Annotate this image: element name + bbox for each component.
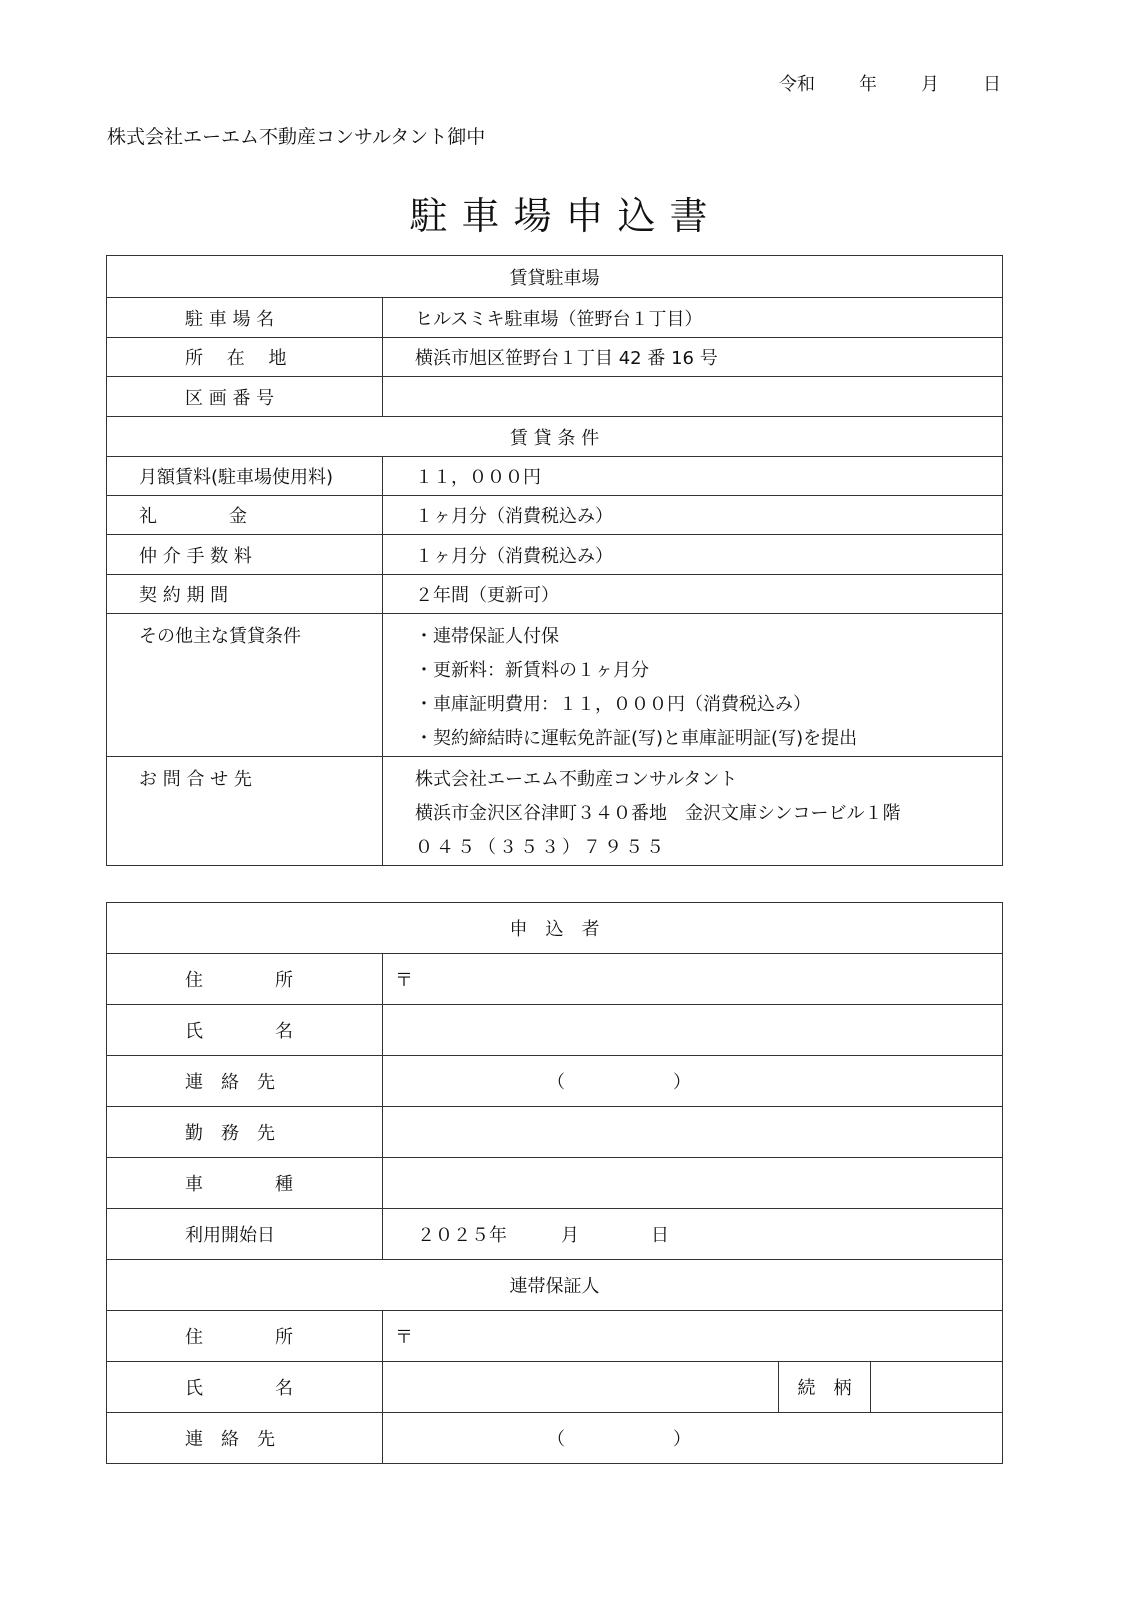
label-guarantor-address: 住 所 xyxy=(107,1311,383,1362)
value-contract-period: ２年間（更新可） xyxy=(383,575,1003,614)
field-guarantor-name[interactable] xyxy=(383,1362,779,1413)
label-parking-name: 駐 車 場 名 xyxy=(107,298,383,338)
label-monthly-rent: 月額賃料(駐車場使用料) xyxy=(107,457,383,496)
date-day: 日 xyxy=(983,74,1001,95)
field-car-model[interactable] xyxy=(383,1158,1003,1209)
page-title: 駐車場申込書 xyxy=(409,194,722,238)
value-key-money: １ヶ月分（消費税込み） xyxy=(383,496,1003,535)
contact-phone: ０４５（３５３）７９５５ xyxy=(415,837,667,858)
label-guarantor-phone: 連 絡 先 xyxy=(107,1413,383,1464)
field-applicant-name[interactable] xyxy=(383,1005,1003,1056)
label-lot-number: 区 画 番 号 xyxy=(107,377,383,417)
field-guarantor-address[interactable]: 〒 xyxy=(383,1311,1003,1362)
label-relation: 続 柄 xyxy=(779,1362,871,1413)
date-year: 年 xyxy=(859,74,877,95)
label-applicant-name: 氏 名 xyxy=(107,1005,383,1056)
value-contact xyxy=(383,757,1003,866)
label-other-terms: その他主な賃貸条件 xyxy=(107,614,383,757)
label-guarantor-name: 氏 名 xyxy=(107,1362,383,1413)
label-applicant-address: 住 所 xyxy=(107,954,383,1005)
field-start-date[interactable]: ２０２５年 月 日 xyxy=(383,1209,1003,1260)
other-term-item: ・契約締結時に運転免許証(写)と車庫証明証(写)を提出 xyxy=(415,728,858,749)
rental-info-table xyxy=(106,255,1003,866)
section-rental-terms: 賃 貸 条 件 xyxy=(107,417,1003,457)
label-brokerage-fee: 仲 介 手 数 料 xyxy=(107,535,383,575)
value-lot-number[interactable] xyxy=(383,377,1003,417)
section-rental-parking: 賃貸駐車場 xyxy=(107,256,1003,298)
label-contract-period: 契 約 期 間 xyxy=(107,575,383,614)
value-parking-name: ヒルスミキ駐車場（笹野台１丁目） xyxy=(383,298,1003,338)
date-line xyxy=(741,70,1001,96)
field-applicant-employer[interactable] xyxy=(383,1107,1003,1158)
value-brokerage-fee: １ヶ月分（消費税込み） xyxy=(383,535,1003,575)
field-relation[interactable] xyxy=(871,1362,1003,1413)
label-car-model: 車 種 xyxy=(107,1158,383,1209)
label-applicant-employer: 勤 務 先 xyxy=(107,1107,383,1158)
label-applicant-phone: 連 絡 先 xyxy=(107,1056,383,1107)
contact-address: 横浜市金沢区谷津町３４０番地 金沢文庫シンコービル１階 xyxy=(415,803,901,824)
applicant-table xyxy=(106,902,1003,1464)
date-month: 月 xyxy=(921,74,939,95)
other-term-item: ・連帯保証人付保 xyxy=(415,626,559,647)
field-applicant-phone[interactable]: （ ） xyxy=(383,1056,1003,1107)
field-guarantor-phone[interactable]: （ ） xyxy=(383,1413,1003,1464)
section-applicant: 申 込 者 xyxy=(107,903,1003,954)
value-other-terms xyxy=(383,614,1003,757)
label-location: 所 在 地 xyxy=(107,338,383,377)
label-start-date: 利用開始日 xyxy=(107,1209,383,1260)
label-contact: お 問 合 せ 先 xyxy=(107,757,383,866)
field-applicant-address[interactable]: 〒 xyxy=(383,954,1003,1005)
other-term-item: ・更新料：新賃料の１ヶ月分 xyxy=(415,660,649,681)
other-term-item: ・車庫証明費用：１１，０００円（消費税込み） xyxy=(415,694,811,715)
section-guarantor: 連帯保証人 xyxy=(107,1260,1003,1311)
date-era: 令和 xyxy=(779,74,815,95)
value-location: 横浜市旭区笹野台１丁目 42 番 16 号 xyxy=(383,338,1003,377)
contact-company: 株式会社エーエム不動産コンサルタント xyxy=(415,769,738,790)
addressee: 株式会社エーエム不動産コンサルタント御中 xyxy=(107,126,486,148)
value-monthly-rent: １１，０００円 xyxy=(383,457,1003,496)
label-key-money: 礼 金 xyxy=(107,496,383,535)
